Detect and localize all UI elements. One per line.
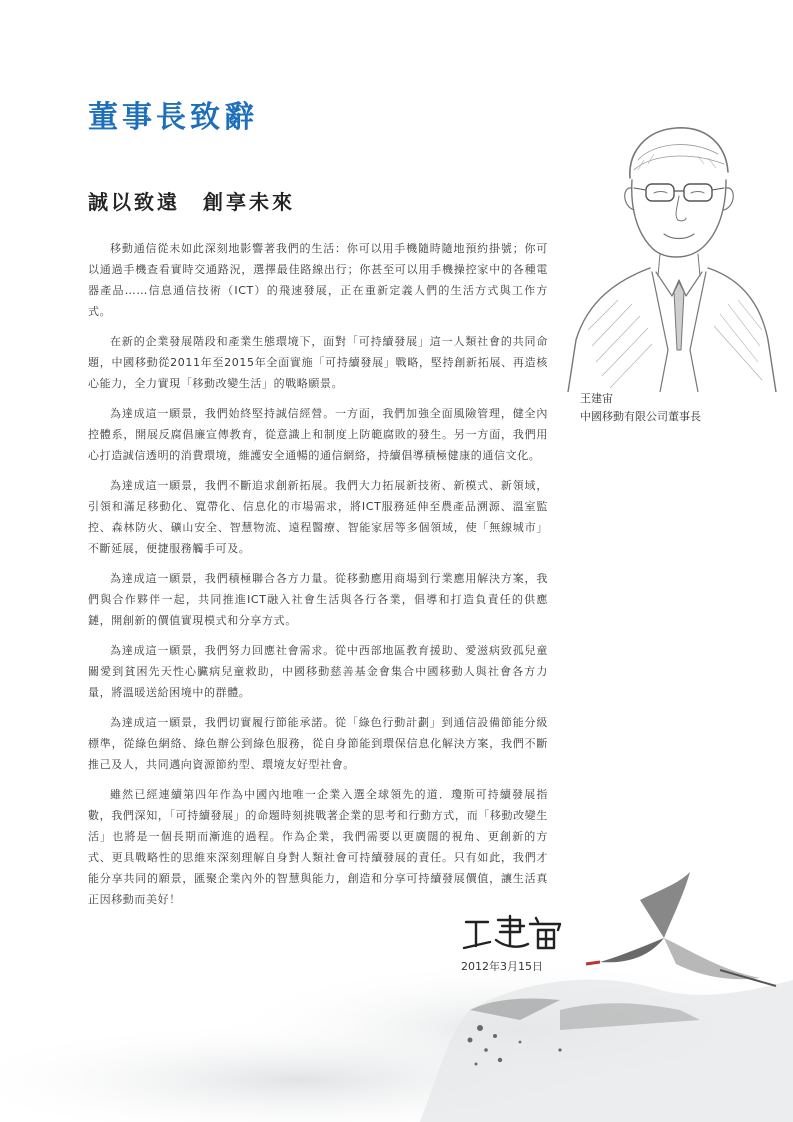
body-paragraph: 為達成這一願景，我們努力回應社會需求。從中西部地區教育援助、愛滋病致孤兒童關愛到貧困先天性心臟病兒童救助，中國移動慈善基金會集合中國移動人與社會各方力量，將溫暖送給困境中的群體。 bbox=[88, 644, 548, 699]
body-paragraph: 在新的企業發展階段和產業生態環境下，面對「可持續發展」這一人類社會的共同命題，中國移動從2011年至2015年全面實施「可持續發展」戰略，堅持創新拓展、再造核心能力，全力實現「移動改變生活」的戰略願景。 bbox=[88, 335, 548, 390]
caption-role: 中國移動有限公司董事長 bbox=[580, 410, 701, 423]
chairman-portrait bbox=[548, 100, 780, 392]
page-subtitle: 誠以致遠 創享未來 bbox=[88, 190, 295, 214]
portrait-caption bbox=[580, 390, 701, 426]
body-paragraph: 為達成這一願景，我們切實履行節能承諾。從「綠色行動計劃」到通信設備節能分級標準，從綠色網絡、綠色辦公到綠色服務，從自身節能到環保信息化解決方案，我們不斷推己及人，共同邁向資源節約型、環境友好型社會。 bbox=[88, 716, 548, 771]
ink-landscape-illustration bbox=[0, 860, 793, 1122]
body-paragraph: 為達成這一願景，我們不斷追求創新拓展。我們大力拓展新技術、新模式、新領域，引領和滿足移動化、寬帶化、信息化的市場需求，將ICT服務延伸至農產品溯源、溫室監控、森林防火、礦山安全、智慧物流、遠程醫療、智能家居等多個領域，使「無線城市」不斷延展，便捷服務觸手可及。 bbox=[88, 479, 548, 555]
body-paragraph: 雖然已經連續第四年作為中國內地唯一企業入選全球領先的道．瓊斯可持續發展指數，我們深知，「可持續發展」的命題時刻挑戰著企業的思考和行動方式，而「移動改變生活」也將是一個長期而漸進的過程。作為企業，我們需要以更廣闊的視角、更創新的方式、更具戰略性的思維來深刻理解自身對人類社會可持續發展的責任。只有如此，我們才能分享共同的願景，匯聚企業內外的智慧與能力，創造和分享可持續發展價值，讓生活真正因移動而美好！ bbox=[88, 788, 548, 906]
letter-body bbox=[88, 238, 548, 919]
body-paragraph: 為達成這一願景，我們始終堅持誠信經營。一方面，我們加強全面風險管理，健全內控體系，開展反腐倡廉宣傳教育，從意識上和制度上防範腐敗的發生。另一方面，我們用心打造誠信透明的消費環境，維護安全通暢的通信網絡，持續倡導積極健康的通信文化。 bbox=[88, 407, 548, 462]
caption-name: 王建宙 bbox=[580, 392, 613, 405]
signature-date: 2012年3月15日 bbox=[461, 960, 543, 973]
chairman-signature bbox=[458, 912, 568, 954]
body-paragraph: 移動通信從未如此深刻地影響著我們的生活：你可以用手機隨時隨地預約掛號；你可以通過手機查看實時交通路況，選擇最佳路線出行；你甚至可以用手機操控家中的各種電器產品……信息通信技術（ICT）的飛速發展，正在重新定義人們的生活方式與工作方式。 bbox=[88, 242, 548, 318]
page-title: 董事長致辭 bbox=[88, 100, 258, 135]
body-paragraph: 為達成這一願景，我們積極聯合各方力量。從移動應用商場到行業應用解決方案，我們與合作夥伴一起，共同推進ICT融入社會生活與各行各業，倡導和打造負責任的供應鏈，開創新的價值實現模式和分享方式。 bbox=[88, 572, 548, 627]
